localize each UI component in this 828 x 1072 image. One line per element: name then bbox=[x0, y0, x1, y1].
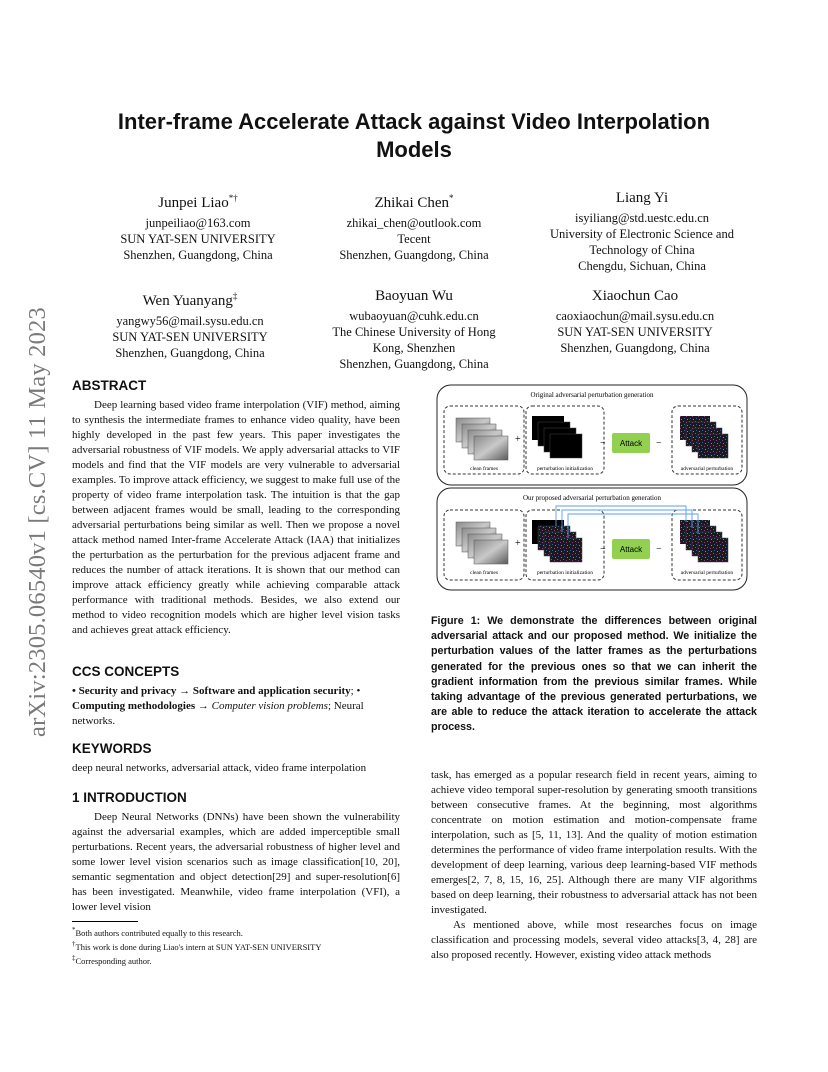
author-affiliation: The Chinese University of Hong bbox=[332, 325, 496, 339]
author-location: Chengdu, Sichuan, China bbox=[578, 259, 706, 273]
figure-1 bbox=[436, 384, 748, 592]
attack-label: Attack bbox=[619, 545, 643, 554]
minus-sign: − bbox=[656, 544, 662, 555]
author-affiliation: University of Electronic Science and bbox=[550, 227, 734, 241]
figure-title-bottom: Our proposed adversarial perturbation generation bbox=[522, 494, 662, 502]
footnote-text: This work is done during Liao's intern at SUN YAT-SEN UNIVERSITY bbox=[75, 941, 322, 952]
author-block-1 bbox=[98, 188, 298, 263]
author-location: Shenzhen, Guangdong, China bbox=[339, 248, 489, 262]
attack-label: Attack bbox=[619, 439, 643, 448]
figure-diagram bbox=[436, 384, 748, 592]
intro-text-right: As mentioned above, while most researches focus on image classification and processing models, several video attacks[3, 4, 28] are also proposed recently. However, existing video attack methods bbox=[431, 919, 757, 961]
footnote-text: Corresponding author. bbox=[75, 955, 152, 966]
author-block-6 bbox=[535, 286, 735, 356]
author-block-3 bbox=[530, 188, 754, 274]
inherited-init-stack bbox=[532, 520, 582, 562]
author-affiliation: SUN YAT-SEN UNIVERSITY bbox=[120, 232, 276, 246]
author-block-2 bbox=[320, 188, 508, 263]
ccs-term: Software and application security bbox=[192, 685, 351, 697]
author-email: isyiliang@std.uestc.edu.cn bbox=[574, 211, 710, 225]
author-affiliation: Tecent bbox=[397, 232, 431, 246]
author-name: Baoyuan Wu bbox=[375, 288, 453, 304]
black-init-stack bbox=[532, 416, 582, 458]
plus-sign: + bbox=[515, 434, 521, 445]
author-affiliation: SUN YAT-SEN UNIVERSITY bbox=[557, 325, 713, 339]
figure-title-top: Original adversarial perturbation generation bbox=[530, 391, 654, 399]
keywords-section bbox=[72, 741, 400, 776]
footnote bbox=[72, 925, 402, 939]
ccs-text bbox=[72, 684, 400, 729]
adv-perturbation-stack bbox=[680, 416, 728, 458]
author-location: Shenzhen, Guangdong, China bbox=[560, 341, 710, 355]
clean-frames-stack bbox=[456, 522, 508, 564]
author-email: zhikai_chen@outlook.com bbox=[346, 216, 482, 230]
author-name: Wen Yuanyang bbox=[142, 293, 233, 309]
section-heading: ABSTRACT bbox=[72, 378, 147, 393]
label-perturbation-init: perturbation initialization bbox=[536, 570, 594, 576]
label-perturbation-init: perturbation initialization bbox=[536, 466, 594, 472]
footnote bbox=[72, 939, 402, 953]
author-affiliation: SUN YAT-SEN UNIVERSITY bbox=[112, 330, 268, 344]
author-name: Liang Yi bbox=[615, 190, 669, 206]
ccs-term: ; Neural networks. bbox=[72, 700, 364, 727]
ccs-separator: ; • bbox=[350, 685, 361, 697]
ccs-term: Computing methodologies bbox=[72, 700, 196, 712]
intro-text-left: Deep Neural Networks (DNNs) have been shown the vulnerability against the adversarial examples, which are added imperceptible small perturbations. Recent years, the adversarial robustness of higher level and some lower level vision scenarios such as image classification[10, 20], semantic segmentation and object detection[29] and super-resolution[6] has been investigated. Meanwhile, video frame interpolation (VFI), a lower level vision bbox=[72, 811, 400, 913]
author-affiliation: Kong, Shenzhen bbox=[372, 341, 456, 355]
author-mark: * bbox=[449, 193, 454, 203]
author-location: Shenzhen, Guangdong, China bbox=[115, 346, 265, 360]
footnote-mark: ‡ bbox=[72, 953, 76, 962]
ccs-section bbox=[72, 664, 400, 729]
section-heading: 1 INTRODUCTION bbox=[72, 790, 187, 805]
plus-sign: + bbox=[515, 538, 521, 549]
author-location: Shenzhen, Guangdong, China bbox=[339, 357, 489, 371]
abstract-section bbox=[72, 378, 400, 638]
author-affiliation: Technology of China bbox=[589, 243, 695, 257]
figure-caption: Figure 1: We demonstrate the differences between original adversarial attack and our proposed method. We initialize the perturbation values of the latter frames as the perturbations generated for the previous ones so that we can inherit the gradient information from the previous similar frames. While taking advantage of the previous generated perturbations, we are able to reduce the attack iteration to accelerate the attack process. bbox=[431, 615, 757, 734]
intro-right-column bbox=[431, 768, 757, 963]
author-mark: *† bbox=[228, 193, 238, 203]
footnote-mark: † bbox=[72, 939, 76, 948]
adv-perturbation-stack bbox=[680, 520, 728, 562]
author-mark: ‡ bbox=[232, 291, 238, 301]
minus-sign: − bbox=[600, 438, 606, 449]
footnote-text: Both authors contributed equally to this research. bbox=[75, 927, 243, 938]
label-clean-frames: clean frames bbox=[470, 570, 498, 576]
footnote-mark: * bbox=[72, 926, 76, 934]
footnote-rule bbox=[72, 921, 138, 922]
ccs-arrow: → bbox=[195, 700, 212, 712]
author-email: junpeiliao@163.com bbox=[145, 216, 251, 230]
keywords-text: deep neural networks, adversarial attack, video frame interpolation bbox=[72, 762, 367, 774]
inheritance-arrows bbox=[556, 506, 698, 538]
clean-frames-stack bbox=[456, 418, 508, 460]
paper-title: Inter-frame Accelerate Attack against Video Interpolation Models bbox=[117, 109, 711, 162]
ccs-arrow: → bbox=[176, 685, 193, 697]
minus-sign: − bbox=[656, 438, 662, 449]
author-block-4 bbox=[90, 286, 290, 361]
section-heading: CCS CONCEPTS bbox=[72, 664, 180, 679]
label-clean-frames: clean frames bbox=[470, 466, 498, 472]
minus-sign: − bbox=[600, 544, 606, 555]
author-name: Zhikai Chen bbox=[374, 195, 450, 211]
arxiv-identifier: arXiv:2305.06540v1 [cs.CV] 11 May 2023 bbox=[24, 307, 51, 737]
author-block-5 bbox=[320, 286, 508, 372]
ccs-term: Computer vision problems bbox=[211, 700, 328, 712]
label-adv-perturbation: adversarial perturbation bbox=[680, 570, 734, 576]
section-heading: KEYWORDS bbox=[72, 741, 152, 756]
abstract-text: Deep learning based video frame interpolation (VIF) method, aiming to synthesis the intermediate frames to enhance video quality, have been highly developed in the past few years. This paper investigates the adversarial robustness of VIF models. We apply adversarial attacks to VIF models and find that the VIF models are very vulnerable to adversarial examples. To improve attack efficiency, we suggest to make full use of the property of video frame interpolation task. The intuition is that the gap between adjacent frames would be small, leading to the corresponding adversarial perturbations being similar as well. Then we propose a novel attack method named Inter-frame Accelerate Attack (IAA) that initializes the perturbation as the perturbation for the previous adjacent frame and reduces the number of attack iterations. It is shown that our method can improve attack efficiency greatly while achieving comparable attack performance with traditional methods. Besides, we also extend our method to video recognition models which are higher level vision tasks and achieves great attack efficiency. bbox=[72, 399, 401, 636]
author-email: caoxiaochun@mail.sysu.edu.cn bbox=[555, 309, 715, 323]
footnote bbox=[72, 953, 402, 967]
intro-text-right: task, has emerged as a popular research field in recent years, aiming to achieve video temporal super-resolution by generating smooth transitions between consecutive frames. At the beginning, most algorithms concentrate on motion estimation and motion-compensate frame interpolation, such as [5, 11, 13]. And the quality of motion estimation determines the performance of video frame interpolation results. With the development of deep learning, various deep learning-based VIF methods emerges[2, 7, 8, 15, 16, 25]. Although there are many VIF algorithms based on deep learning, their robustness to adversarial attack has not been investigated. bbox=[431, 769, 757, 916]
author-email: yangwy56@mail.sysu.edu.cn bbox=[116, 314, 264, 328]
author-name: Junpei Liao bbox=[158, 195, 229, 211]
introduction-section bbox=[72, 790, 400, 915]
footnotes bbox=[72, 925, 402, 966]
ccs-term: • Security and privacy bbox=[72, 685, 177, 697]
author-email: wubaoyuan@cuhk.edu.cn bbox=[349, 309, 479, 323]
author-name: Xiaochun Cao bbox=[591, 288, 679, 304]
label-adv-perturbation: adversarial perturbation bbox=[680, 466, 734, 472]
author-location: Shenzhen, Guangdong, China bbox=[123, 248, 273, 262]
